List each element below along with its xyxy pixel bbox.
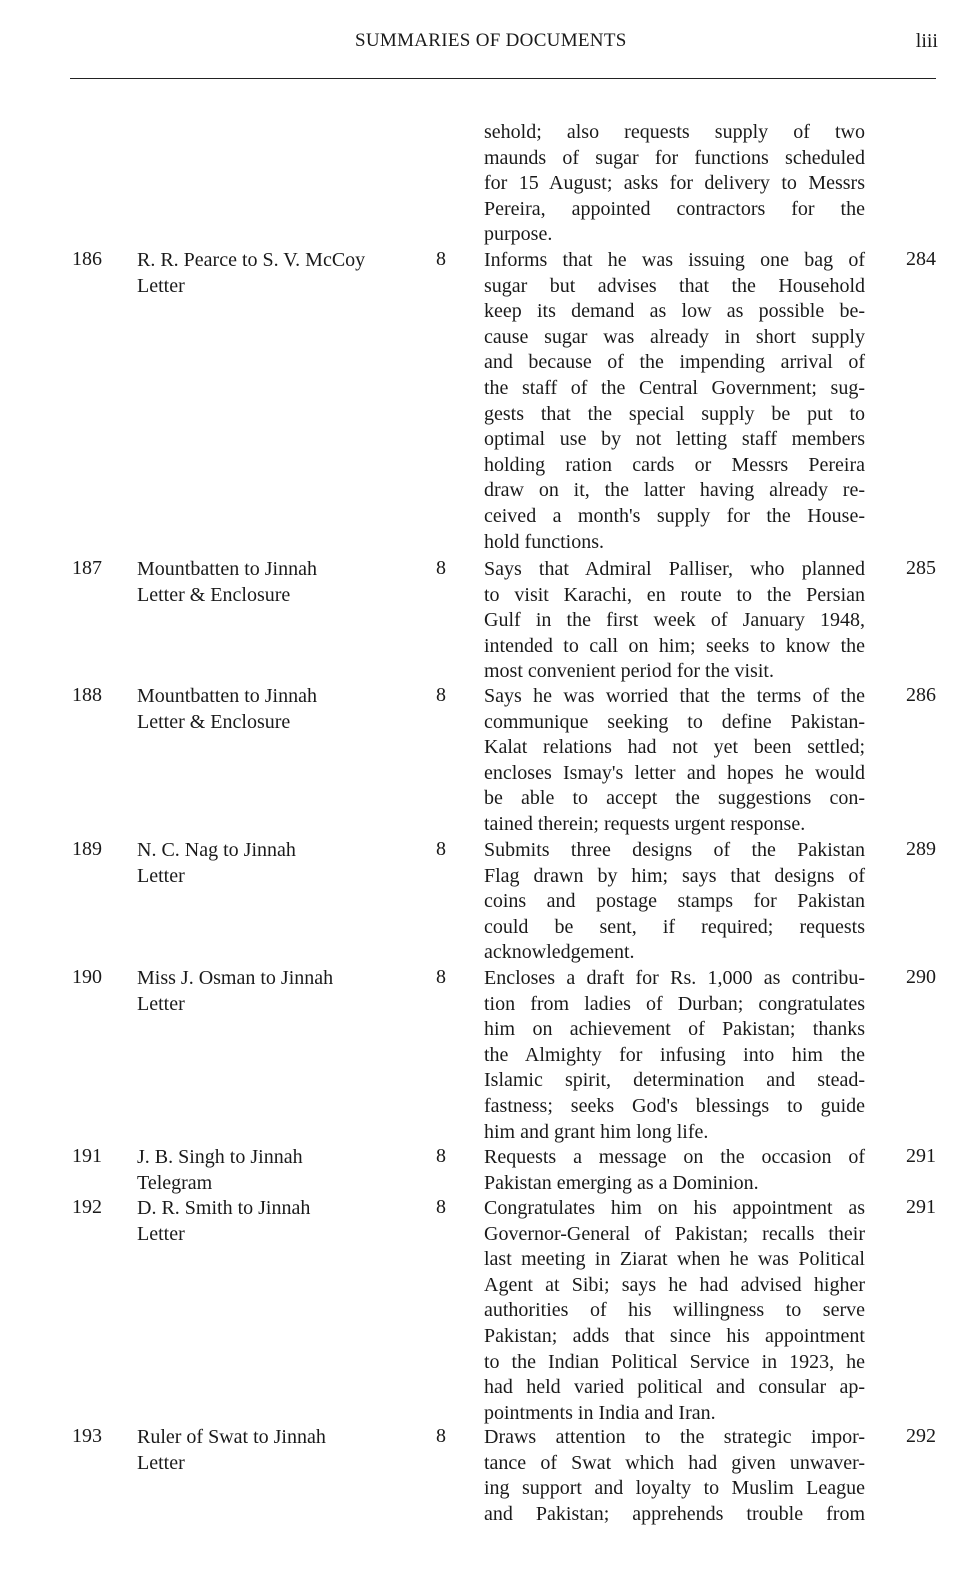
summary-line: holding ration cards or Messrs Pereira: [484, 453, 865, 476]
entry-summary: [484, 838, 865, 966]
summary-line: tained therein; requests urgent response.: [484, 812, 806, 835]
entry-sender: [137, 684, 427, 735]
summary-line: sugar but advises that the Household: [484, 274, 865, 297]
sender-name: R. R. Pearce to S. V. McCoy: [137, 249, 366, 271]
summary-line: Pereira, appointed contractors for the: [484, 197, 865, 220]
entry-sender: [137, 1145, 427, 1196]
entry-volume: 8: [436, 966, 446, 988]
summary-line: Says that Admiral Palliser, who planned: [484, 558, 865, 580]
document-type: Letter & Enclosure: [137, 710, 291, 733]
entry-summary: [484, 1145, 865, 1196]
document-type: Letter & Enclosure: [137, 583, 291, 606]
document-type: Telegram: [137, 1171, 213, 1194]
sender-name: J. B. Singh to Jinnah: [137, 1146, 303, 1168]
entry-number: 189: [72, 838, 102, 860]
entry-number: 186: [72, 248, 102, 270]
sender-name: Ruler of Swat to Jinnah: [137, 1426, 326, 1448]
summary-line: Encloses a draft for Rs. 1,000 as contribu-: [484, 967, 865, 989]
entry-page-ref: 286: [906, 684, 936, 706]
summary-line: encloses Ismay's letter and hopes he would: [484, 761, 865, 784]
entry-sender: [137, 248, 427, 299]
summary-line: keep its demand as low as possible be-: [484, 300, 865, 323]
summary-line: last meeting in Ziarat when he was Political: [484, 1248, 865, 1271]
entry-volume: 8: [436, 248, 446, 270]
sender-name: N. C. Nag to Jinnah: [137, 839, 296, 861]
entry-sender: [137, 557, 427, 608]
entry-summary: [484, 120, 865, 248]
entry-volume: 8: [436, 838, 446, 860]
summary-line: intended to call on him; seeks to know the: [484, 634, 865, 657]
document-type: Letter: [137, 864, 185, 887]
summary-line: tance of Swat which had given unwaver-: [484, 1451, 865, 1474]
sender-name: Mountbatten to Jinnah: [137, 685, 317, 707]
summary-line: could be sent, if required; requests: [484, 915, 865, 938]
summary-line: Agent at Sibi; says he had advised higher: [484, 1273, 865, 1296]
summary-line: Gulf in the first week of January 1948,: [484, 609, 865, 632]
summary-line: had held varied political and consular ap-: [484, 1376, 865, 1399]
entry-sender: [137, 1425, 427, 1476]
entry-number: 193: [72, 1425, 102, 1447]
summary-line: fastness; seeks God's blessings to guide: [484, 1094, 865, 1117]
entry-sender: [137, 1196, 427, 1247]
summary-line: Governor-General of Pakistan; recalls their: [484, 1222, 865, 1245]
summary-line: Pakistan; adds that since his appointment: [484, 1324, 865, 1347]
summary-line: sehold; also requests supply of two: [484, 121, 865, 143]
summary-line: Informs that he was issuing one bag of: [484, 249, 865, 271]
document-type: Letter: [137, 1451, 185, 1474]
entry-summary: [484, 684, 865, 838]
summary-line: Submits three designs of the Pakistan: [484, 839, 865, 861]
entry-page-ref: 291: [906, 1145, 936, 1167]
entry-page-ref: 284: [906, 248, 936, 270]
summary-line: Congratulates him on his appointment as: [484, 1197, 865, 1219]
entry-summary: [484, 248, 865, 555]
summary-line: him on achievement of Pakistan; thanks: [484, 1018, 865, 1041]
summary-line: ceived a month's supply for the House-: [484, 504, 865, 527]
summary-line: hold functions.: [484, 530, 604, 553]
summary-line: communique seeking to define Pakistan-: [484, 710, 865, 733]
entry-number: 191: [72, 1145, 102, 1167]
entry-number: 190: [72, 966, 102, 988]
entry-summary: [484, 1196, 865, 1426]
summary-line: Flag drawn by him; says that designs of: [484, 864, 865, 887]
entry-page-ref: 285: [906, 557, 936, 579]
summary-line: Pakistan emerging as a Dominion.: [484, 1171, 759, 1194]
entry-volume: 8: [436, 1425, 446, 1447]
summary-line: to visit Karachi, en route to the Persian: [484, 583, 865, 606]
document-type: Letter: [137, 1222, 185, 1245]
summary-line: Says he was worried that the terms of the: [484, 685, 865, 707]
summary-line: for 15 August; asks for delivery to Messrs: [484, 172, 865, 195]
summary-line: him and grant him long life.: [484, 1120, 709, 1143]
summary-line: tion from ladies of Durban; congratulates: [484, 992, 865, 1015]
summary-line: the staff of the Central Government; sug-: [484, 376, 865, 399]
summary-line: cause sugar was already in short supply: [484, 325, 865, 348]
summary-line: Draws attention to the strategic impor-: [484, 1426, 865, 1448]
entry-volume: 8: [436, 557, 446, 579]
sender-name: Mountbatten to Jinnah: [137, 558, 317, 580]
summary-line: Requests a message on the occasion of: [484, 1146, 865, 1168]
summary-line: the Almighty for infusing into him the: [484, 1043, 865, 1066]
entry-summary: [484, 557, 865, 685]
summary-line: and Pakistan; apprehends trouble from: [484, 1502, 865, 1525]
summary-line: Kalat relations had not yet been settled;: [484, 736, 865, 759]
entry-page-ref: 289: [906, 838, 936, 860]
entry-summary: [484, 966, 865, 1145]
summary-line: ing support and loyalty to Muslim League: [484, 1477, 865, 1500]
entry-page-ref: 291: [906, 1196, 936, 1218]
summary-line: draw on it, the latter having already re-: [484, 479, 865, 502]
entry-summary: [484, 1425, 865, 1527]
summary-line: Islamic spirit, determination and stead-: [484, 1069, 865, 1092]
summary-line: coins and postage stamps for Pakistan: [484, 890, 865, 913]
sender-name: D. R. Smith to Jinnah: [137, 1197, 311, 1219]
summary-line: and because of the impending arrival of: [484, 351, 865, 374]
entry-sender: [137, 838, 427, 889]
running-title: SUMMARIES OF DOCUMENTS: [355, 30, 627, 51]
summary-line: most convenient period for the visit.: [484, 660, 774, 683]
summary-line: to the Indian Political Service in 1923, he: [484, 1350, 865, 1373]
entry-number: 187: [72, 557, 102, 579]
summary-line: optimal use by not letting staff members: [484, 428, 865, 451]
summary-line: acknowledgement.: [484, 941, 635, 964]
entry-volume: 8: [436, 1145, 446, 1167]
entry-page-ref: 290: [906, 966, 936, 988]
entry-number: 188: [72, 684, 102, 706]
entry-sender: [137, 966, 427, 1017]
document-type: Letter: [137, 992, 185, 1015]
summary-line: gests that the special supply be put to: [484, 402, 865, 425]
summary-line: be able to accept the suggestions con-: [484, 787, 865, 810]
summary-line: purpose.: [484, 223, 553, 246]
summary-line: pointments in India and Iran.: [484, 1401, 716, 1424]
entry-number: 192: [72, 1196, 102, 1218]
entry-page-ref: 292: [906, 1425, 936, 1447]
summary-line: authorities of his willingness to serve: [484, 1299, 865, 1322]
page-number: liii: [915, 30, 938, 52]
summary-line: maunds of sugar for functions scheduled: [484, 146, 865, 169]
entry-volume: 8: [436, 684, 446, 706]
sender-name: Miss J. Osman to Jinnah: [137, 967, 334, 989]
document-type: Letter: [137, 274, 185, 297]
entry-volume: 8: [436, 1196, 446, 1218]
